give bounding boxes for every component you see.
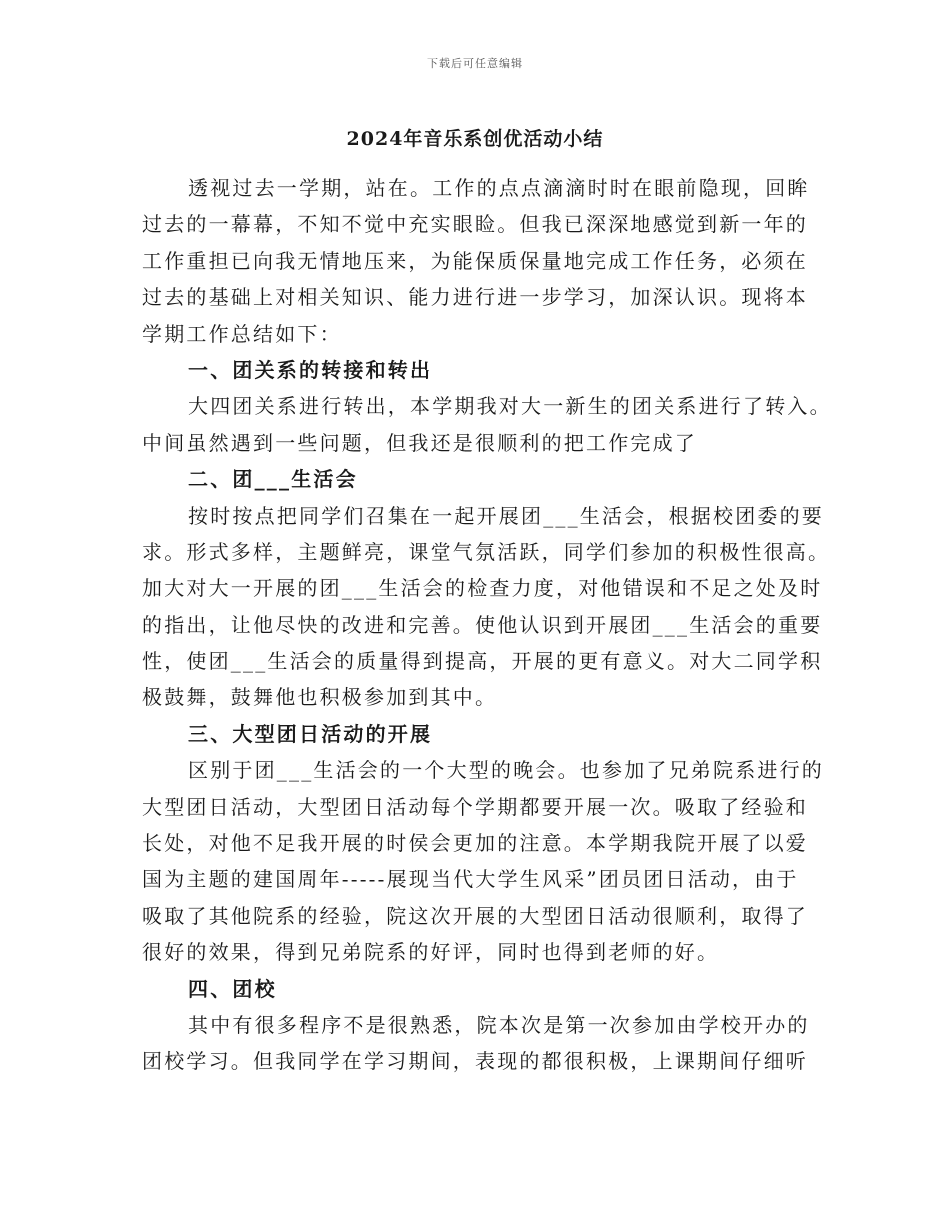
header-note: 下载后可任意编辑	[427, 57, 523, 70]
text-line: 工作重担已向我无情地压来，为能保质保量地完成工作任务，必须在	[142, 248, 808, 273]
section-heading: 四、团校	[188, 976, 277, 1001]
text-line: 过去的一幕幕，不知不觉中充实眼睑。但我已深深地感觉到新一年的	[142, 212, 808, 237]
text-line: 性，使团___生活会的质量得到提高，开展的更有意义。对大二同学积	[142, 649, 823, 674]
document-body	[142, 170, 832, 1080]
text-line: 大四团关系进行转出，本学期我对大一新生的团关系进行了转入。	[188, 394, 832, 419]
text-line: 过去的基础上对相关知识、能力进行进一步学习，加深认识。现将本	[142, 285, 808, 310]
section-heading: 一、团关系的转接和转出	[188, 357, 433, 382]
text-line: 很好的效果，得到兄弟院系的好评，同时也得到老师的好。	[142, 940, 720, 965]
text-line: 其中有很多程序不是很熟悉，院本次是第一次参加由学校开办的	[188, 1012, 810, 1037]
text-line: 的指出，让他尽快的改进和完善。使他认识到开展团___生活会的重要	[142, 612, 823, 637]
text-line: 区别于团___生活会的一个大型的晚会。也参加了兄弟院系进行的	[188, 758, 824, 783]
section-heading: 三、大型团日活动的开展	[188, 721, 433, 746]
text-line: 极鼓舞，鼓舞他也积极参加到其中。	[142, 685, 498, 710]
text-line: 吸取了其他院系的经验，院这次开展的大型团日活动很顺利，取得了	[142, 903, 808, 928]
text-line: 大型团日活动，大型团日活动每个学期都要开展一次。吸取了经验和	[142, 794, 808, 819]
text-line: 按时按点把同学们召集在一起开展团___生活会，根据校团委的要	[188, 503, 824, 528]
text-line: 求。形式多样，主题鲜亮，课堂气氛活跃，同学们参加的积极性很高。	[142, 539, 831, 564]
text-line: 中间虽然遇到一些问题，但我还是很顺利的把工作完成了	[142, 430, 697, 455]
text-line: 学期工作总结如下：	[142, 321, 342, 346]
text-line: 透视过去一学期，站在。工作的点点滴滴时时在眼前隐现，回眸	[188, 176, 810, 200]
section-heading: 二、团___生活会	[188, 467, 358, 492]
text-line: 国为主题的建国周年-----展现当代大学生风采”团员团日活动，由于	[142, 867, 799, 892]
document-title: 2024年音乐系创优活动小结	[346, 128, 604, 150]
text-line: 加大对大一开展的团___生活会的检查力度，对他错误和不足之处及时	[142, 576, 823, 601]
text-line: 长处，对他不足我开展的时侯会更加的注意。本学期我院开展了以爱	[142, 831, 808, 856]
text-line: 团校学习。但我同学在学习期间，表现的都很积极，上课期间仔细听	[142, 1049, 808, 1074]
